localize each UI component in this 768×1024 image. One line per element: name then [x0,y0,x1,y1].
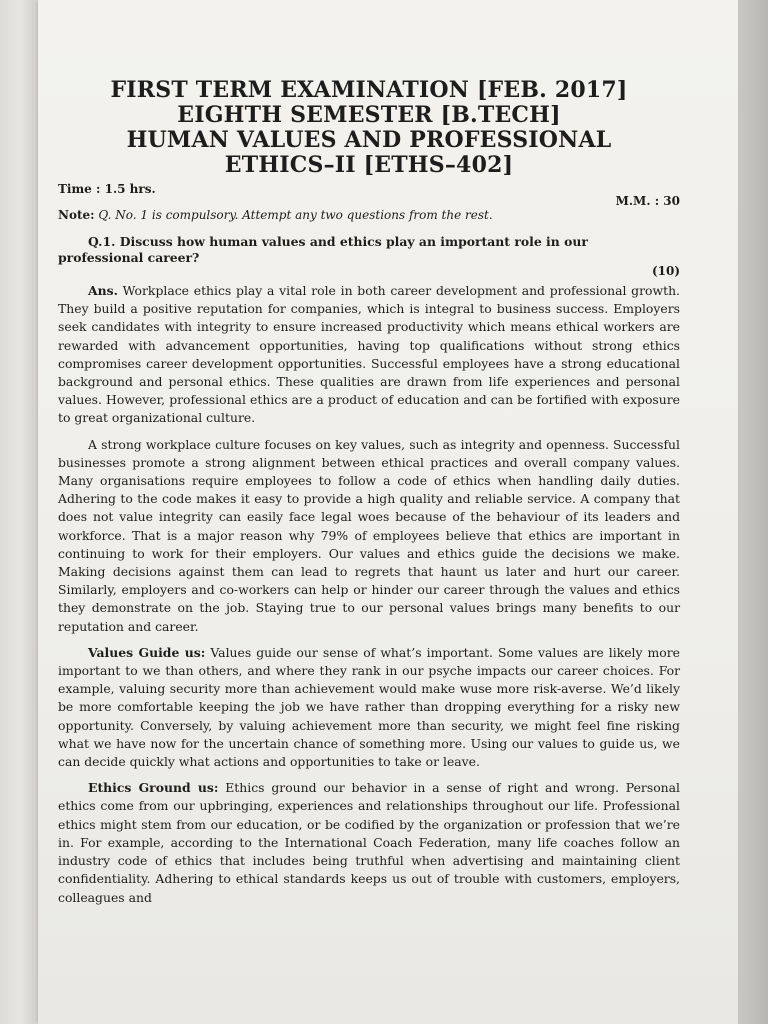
paragraph-text: Ethics ground our behavior in a sense of right and wrong. Personal ethics come from our upbringing, experiences and relationships throughout our life. Professional ethics might stem from our education, or be codified by the organization or profession that we’re in. For example, according to the International Coach Federation, many life coaches follow an industry code of ethics that includes being truthful when advertising and maintaining client confidentiality. Adhering to ethical standards keeps us out of trouble with customers, employers, colleagues and [58,780,680,905]
max-marks: M.M. : 30 [615,194,680,208]
answer-paragraph [58,282,680,428]
paragraph-text: Workplace ethics play a vital role in both career development and professional growth. They build a positive reputation for companies, which is integral to business success. Employers seek candidates with integrity to ensure increased productivity which means ethical workers are rewarded with advancement opportunities, having top qualifications without strong ethics compromises career development opportunities. Successful employees have a strong educational background and personal ethics. These qualities are drawn from life experiences and personal values. However, professional ethics are a product of education and can be fortified with exposure to great organizational culture. [58,283,680,426]
exam-title-line-4: ETHICS–II [ETHS–402] [224,152,514,178]
question-1: Q.1. Discuss how human values and ethics play an important role in our professional career? [58,234,588,265]
paragraph-text: A strong workplace culture focuses on key values, such as integrity and openness. Successful businesses promote a strong alignment between ethical practices and overall company values. Many organisations require employees to follow a code of ethics when handling daily duties. Adhering to the code makes it easy to provide a high quality and reliable service. A company that does not value integrity can easily face legal woes because of the behaviour of its leaders and workforce. That is a major reason why 79% of employees believe that ethics are important in continuing to work for their employers. Our values and ethics guide the decisions we make. Making decisions against them can lead to regrets that haunt us later and hurt our career. Similarly, employers and co-workers can help or hinder our career through the values and ethics they demonstrate on the job. Staying true to our personal values brings many benefits to our reputation and career. [58,436,680,634]
exam-meta [58,182,680,208]
paragraph-lead: Ethics Ground us: [88,780,219,796]
exam-note [58,208,658,222]
paragraph-text: Values guide our sense of what’s important. Some values are likely more important to we than others, and where they rank in our psyche impacts our career choices. For example, valuing security more than achievement would make wuse more risk-averse. We’d likely be more comfortable keeping the job we have rather than dropping everything for a risky new opportunity. Conversely, by valuing achievement more than security, we might feel fine risking what we have now for the uncertain chance of something more. Using our values to guide us, we can decide quickly what actions and opportunities to take or leave. [58,644,681,770]
exam-title-line-2: EIGHTH SEMESTER [B.TECH] [177,102,561,128]
exam-title-line-1: FIRST TERM EXAMINATION [FEB. 2017] [110,77,628,103]
answer-paragraph [58,644,680,771]
exam-title-line-3: HUMAN VALUES AND PROFESSIONAL [126,127,612,153]
note-text: Q. No. 1 is compulsory. Attempt any two questions from the rest. [98,208,493,222]
answer-paragraph [58,779,680,906]
question-1-marks: (10) [651,264,680,278]
paragraph-lead: Values Guide us: [88,644,206,660]
book-binding-edge [0,0,34,1024]
exam-time: Time : 1.5 hrs. [58,182,156,196]
page-content [58,77,681,915]
note-label: Note: [58,208,95,222]
document-page [38,0,738,1024]
answer-paragraph [58,436,680,636]
paragraph-lead: Ans. [88,283,118,298]
